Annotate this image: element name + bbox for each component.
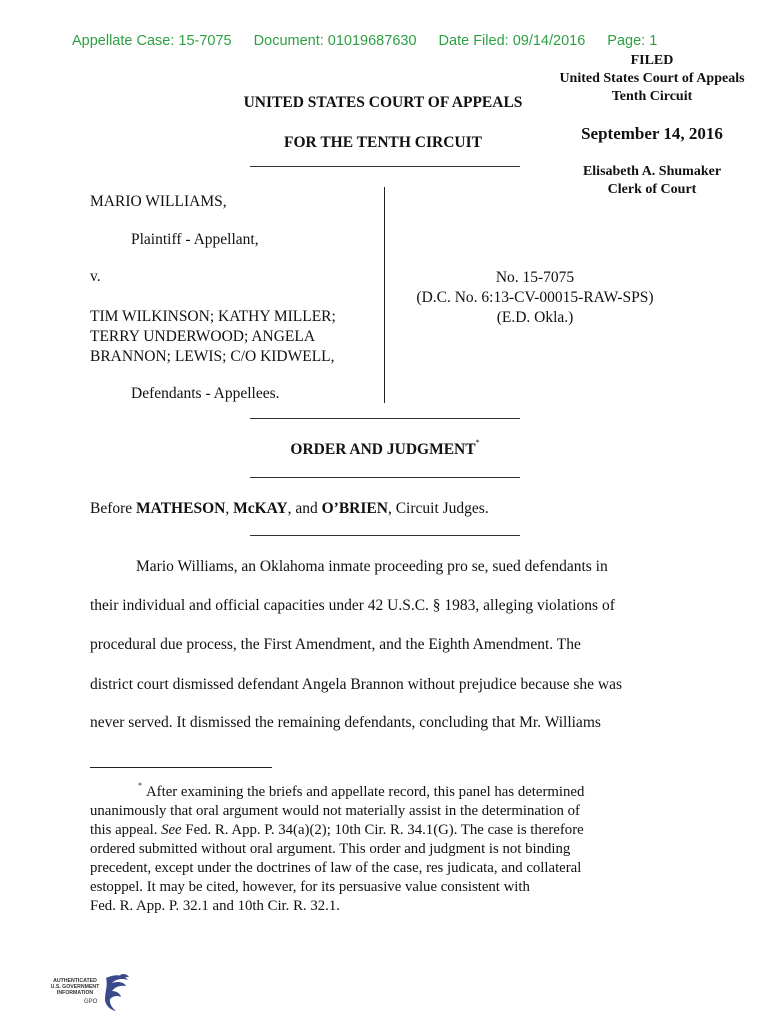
clerk-title: Clerk of Court — [607, 182, 697, 197]
case-number-block — [400, 268, 670, 328]
header-case: Appellate Case: 15-7075 — [72, 33, 232, 49]
plaintiff-role: Plaintiff - Appellant, — [131, 231, 259, 248]
eagle-icon — [100, 972, 132, 1014]
body-line: their individual and official capacities under 42 U.S.C. § 1983, alleging violations of — [90, 597, 615, 614]
clerk-block — [542, 163, 762, 199]
judge-name: O’BRIEN — [321, 500, 388, 517]
body-line: procedural due process, the First Amendment, and the Eighth Amendment. The — [90, 636, 581, 653]
defendants-line: BRANNON; LEWIS; C/O KIDWELL, — [90, 348, 335, 365]
dc-number: (D.C. No. 6:13-CV-00015-RAW-SPS) — [416, 289, 654, 306]
divider-rule — [250, 535, 520, 536]
defendants-line: TERRY UNDERWOOD; ANGELA — [90, 328, 316, 345]
gpo-logo-text — [44, 978, 106, 996]
gpo-logo-word: GPO — [84, 999, 98, 1005]
footnote-line: precedent, except under the doctrines of law of the case, res judicata, and collateral — [90, 859, 582, 876]
filed-court: United States Court of Appeals — [559, 71, 745, 86]
judges-before: Before — [90, 500, 137, 517]
clerk-name: Elisabeth A. Shumaker — [582, 164, 722, 179]
footnote-line — [90, 821, 690, 840]
footnote-line: estoppel. It may be cited, however, for its persuasive value consistent with — [90, 878, 530, 895]
footnote — [90, 778, 690, 916]
body-line: district court dismissed defendant Angela Brannon without prejudice because she was — [90, 676, 623, 693]
gpo-logo-line: AUTHENTICATED — [53, 978, 97, 984]
judges-sep: , — [225, 500, 234, 517]
court-title-line1: UNITED STATES COURT OF APPEALS — [243, 94, 523, 111]
divider-rule — [250, 477, 520, 478]
judges-sep: , and — [287, 500, 322, 517]
header-document: Document: 01019687630 — [253, 33, 417, 49]
versus: v. — [90, 268, 101, 285]
defendants-line: TIM WILKINSON; KATHY MILLER; — [90, 308, 336, 325]
footnote-line: ordered submitted without oral argument. This order and judgment is not binding — [90, 840, 571, 857]
document-header — [72, 33, 675, 49]
gpo-authenticated-logo — [44, 972, 134, 1016]
judges-suffix: , Circuit Judges. — [387, 500, 489, 517]
footnote-text: Fed. R. App. P. 34(a)(2); 10th Cir. R. 34.1(G). The case is therefore — [181, 821, 584, 838]
court-title-line2: FOR THE TENTH CIRCUIT — [284, 134, 482, 151]
judges-line — [90, 500, 489, 518]
gpo-logo-line: U.S. GOVERNMENT — [50, 984, 100, 990]
header-date-filed: Date Filed: 09/14/2016 — [438, 33, 586, 49]
header-page: Page: 1 — [607, 33, 658, 49]
footnote-signal: See — [161, 821, 182, 838]
footnote-rule — [90, 767, 272, 768]
body-line: never served. It dismissed the remaining defendants, concluding that Mr. Williams — [90, 714, 601, 731]
judge-name: MATHESON — [136, 500, 226, 517]
footnote-mark: * — [138, 781, 142, 790]
case-number: No. 15-7075 — [495, 269, 575, 286]
gpo-logo-line: INFORMATION — [56, 990, 94, 996]
footnote-text: this appeal. — [90, 821, 162, 838]
divider-rule — [250, 166, 520, 167]
filed-circuit: Tenth Circuit — [611, 89, 693, 104]
footnote-line: unanimously that oral argument would not materially assist in the determination of — [90, 802, 580, 819]
filed-date: September 14, 2016 — [581, 124, 723, 143]
judge-name: McKAY — [233, 500, 288, 517]
footnote-line: Fed. R. App. P. 32.1 and 10th Cir. R. 32.1. — [90, 897, 340, 914]
plaintiff-name: MARIO WILLIAMS, — [90, 193, 227, 210]
footnote-line: After examining the briefs and appellate record, this panel has determined — [146, 783, 585, 800]
body-line: Mario Williams, an Oklahoma inmate proceeding pro se, sued defendants in — [136, 558, 608, 575]
order-title — [250, 438, 520, 459]
defendants-role: Defendants - Appellees. — [131, 385, 280, 402]
filed-label: FILED — [630, 53, 674, 68]
district: (E.D. Okla.) — [496, 309, 574, 326]
divider-rule — [250, 418, 520, 419]
caption-divider — [384, 187, 385, 403]
order-title-footnote-mark: * — [475, 438, 480, 447]
order-title-text: ORDER AND JUDGMENT — [290, 441, 476, 458]
filed-stamp — [542, 52, 762, 106]
defendants-list — [90, 307, 336, 367]
